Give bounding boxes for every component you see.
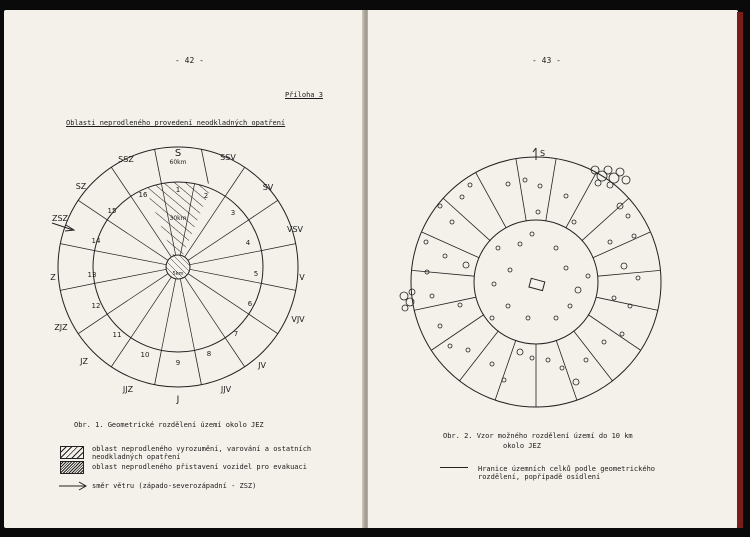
sector-number: 10	[140, 351, 150, 359]
sector-number: 12	[91, 302, 101, 310]
inner-circle	[474, 220, 598, 344]
area-division-diagram	[370, 0, 740, 430]
zone-boundaries	[412, 159, 660, 407]
north-label: S	[540, 149, 546, 158]
sector-number: 4	[245, 239, 251, 247]
north-marker	[533, 148, 536, 160]
direction-sv: SV	[262, 183, 274, 192]
direction-jv: JV	[258, 361, 266, 370]
sector-number: 13	[87, 271, 97, 279]
legend-sparse-line1: oblast neprodleného vyrozumění, varování a ostatních	[92, 445, 312, 453]
legend-arrow-icon	[58, 480, 88, 492]
direction-jjz: JJZ	[122, 385, 134, 394]
sector-number: 2	[203, 192, 209, 200]
sector-number: 14	[91, 237, 101, 245]
direction-j: J	[176, 395, 180, 405]
direction-vsv: VSV	[286, 225, 304, 234]
direction-zsz: ZSZ	[51, 214, 69, 223]
appendix-label: Příloha 3	[285, 91, 323, 99]
sector-number: 15	[107, 207, 117, 215]
direction-sz: SZ	[75, 182, 87, 191]
sector-number: 6	[247, 300, 253, 308]
sector-number: 9	[175, 359, 181, 367]
radius-label-5km: 5km	[172, 271, 184, 277]
wind-direction-arrow	[52, 223, 74, 231]
sector-number: 7	[233, 330, 239, 338]
direction-ssv: SSV	[220, 153, 236, 162]
direction-zjz: ZJZ	[54, 323, 68, 332]
power-plant-marker	[529, 278, 545, 290]
sector-number: 16	[138, 191, 148, 199]
legend-dense-text: oblast neprodleného přistavení vozidel pro evakuaci	[92, 463, 307, 471]
radius-label-60km: 60km	[169, 159, 187, 166]
boundary-legend-line1: Hranice územních celků podle geometrického	[478, 465, 656, 473]
sector-number: 11	[112, 331, 122, 339]
sector-number: 1	[175, 186, 181, 194]
boundary-legend-line2: rozdělení, popřípadě osídlení	[478, 473, 601, 481]
wind-rose-diagram	[0, 0, 370, 430]
page-number-left: - 42 -	[175, 56, 204, 65]
boundary-legend-line	[440, 467, 468, 468]
sector-number: 3	[230, 209, 236, 217]
direction-v: V	[299, 273, 305, 282]
direction-ssz: SSZ	[118, 155, 134, 164]
section-title: Oblasti neprodleného provedení neodkladných opatření	[66, 119, 286, 127]
direction-jz: JZ	[80, 357, 88, 366]
legend-sparse-line2: neodkladných opatření	[92, 453, 181, 461]
legend-dense-hatch-swatch	[60, 461, 84, 474]
legend-arrow-text: směr větru (západo-severozápadní - ZSZ)	[92, 482, 257, 490]
sector-number: 8	[206, 350, 212, 358]
direction-jjv: JJV	[220, 385, 232, 394]
direction-z: Z	[50, 273, 56, 282]
legend-sparse-hatch-swatch	[60, 446, 84, 459]
figure-caption-2-line1: Obr. 2. Vzor možného rozdělení území do 10 km	[443, 432, 633, 440]
figure-caption-2-line2: okolo JEZ	[503, 442, 541, 450]
radius-label-30km: 30km	[169, 215, 187, 222]
sector-number: 5	[253, 270, 259, 278]
direction-vjv: VJV	[291, 315, 305, 324]
figure-caption-1: Obr. 1. Geometrické rozdělení území okolo JEZ	[74, 421, 264, 429]
direction-s: S	[174, 148, 182, 159]
page-number-right: - 43 -	[532, 56, 561, 65]
